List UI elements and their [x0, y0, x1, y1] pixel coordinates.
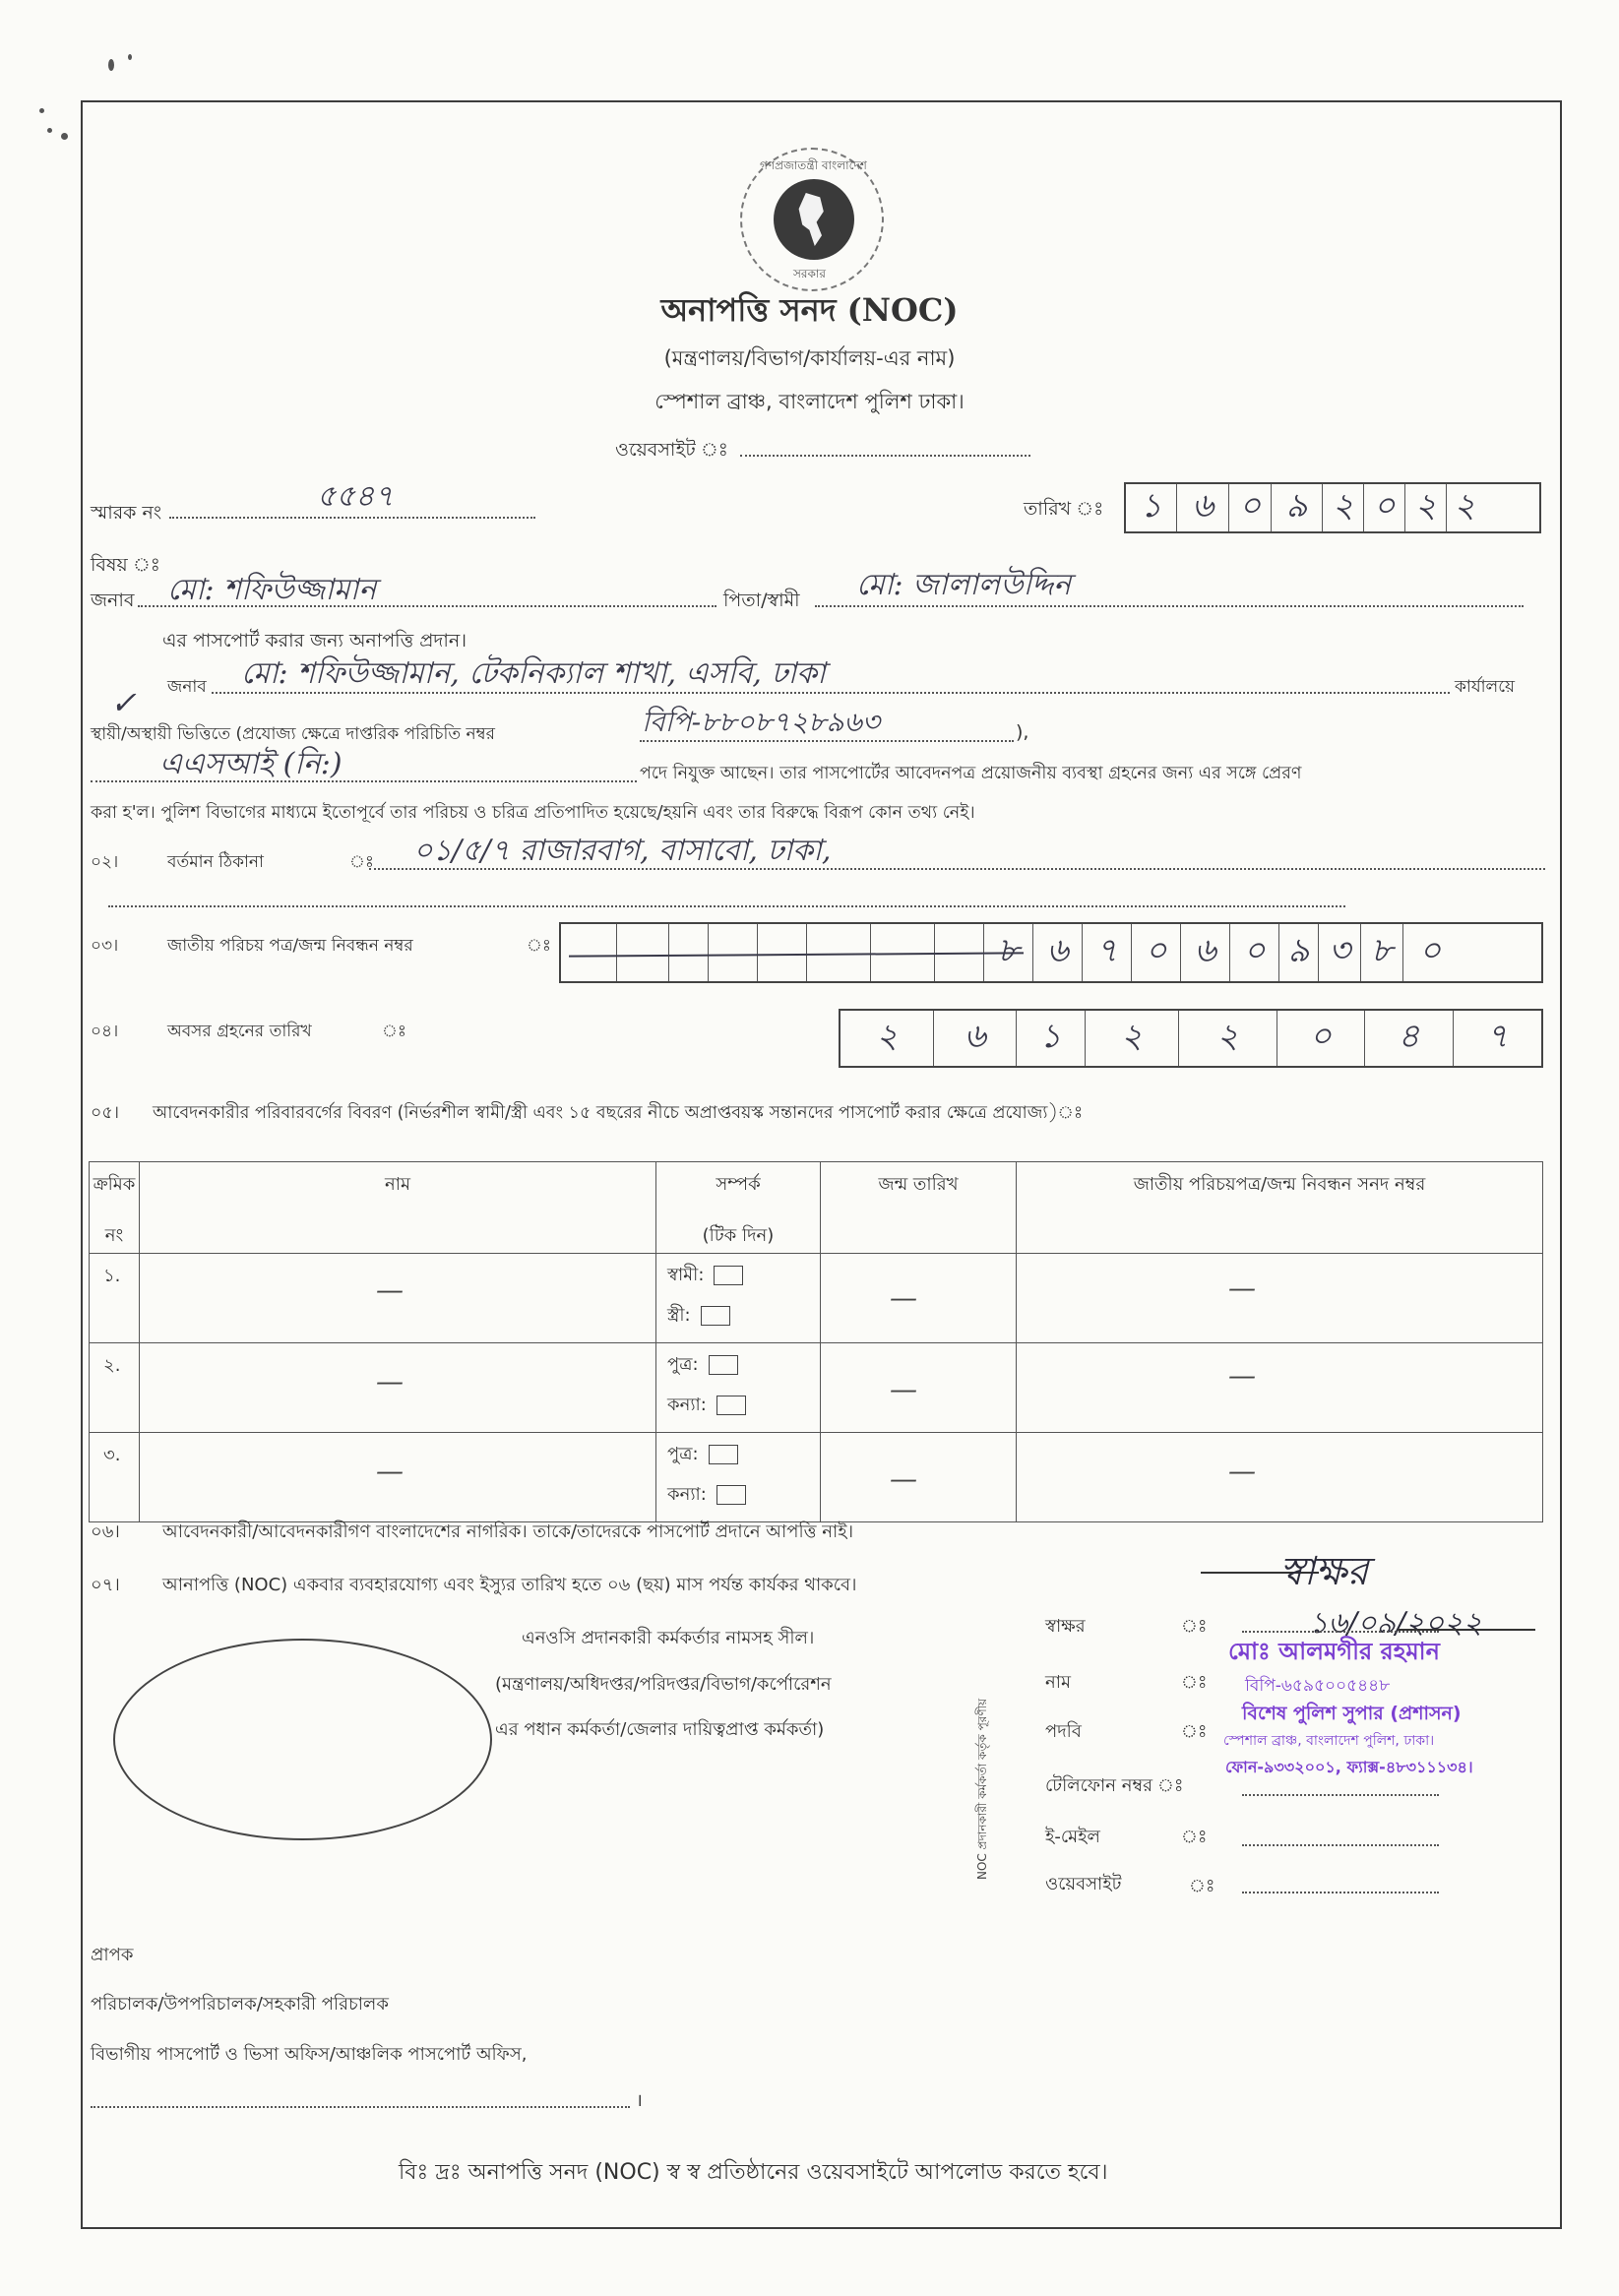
recipient-line-1: পরিচালক/উপপরিচালক/সহকারী পরিচালক	[91, 1994, 389, 2015]
checkbox[interactable]	[716, 1396, 746, 1415]
nid-digit: ৬	[1181, 924, 1230, 981]
designation-value[interactable]: এএসআই (নি:)	[159, 747, 342, 781]
name-label: নাম	[1045, 1672, 1071, 1693]
date-boxes[interactable]	[1124, 482, 1541, 533]
relation-option: স্ত্রী:	[657, 1295, 819, 1335]
issuing-office: স্পেশাল ব্রাঞ্চ, বাংলাদেশ পুলিশ ঢাকা।	[654, 390, 965, 413]
memo-label: স্মারক নং	[91, 502, 162, 524]
row-name[interactable]: —	[140, 1254, 656, 1343]
appointment-text: পদে নিযুক্ত আছেন। তার পাসপোর্টের আবেদনপত্র প্রয়োজনীয় ব্যবস্থা গ্রহনের জন্য এর সঙ্গে প্রেরণ	[640, 764, 1302, 783]
table-row	[90, 1254, 1543, 1343]
nid-digit: ০	[1230, 924, 1279, 981]
date-digit: ৬	[1177, 484, 1229, 531]
retirement-label: অবসর গ্রহনের তারিখ	[167, 1022, 312, 1041]
subject-name-label: জনাব	[91, 590, 135, 611]
checkbox[interactable]	[701, 1306, 730, 1326]
row-relation	[656, 1343, 821, 1433]
row-nid[interactable]: —	[1017, 1254, 1543, 1343]
item-07-number: ০৭।	[91, 1575, 120, 1595]
row-name[interactable]: —	[140, 1433, 656, 1522]
officer-website-field[interactable]	[1242, 1892, 1439, 1893]
official-id-value[interactable]: বিপি-৮৮০৮৭২৮৯৬৩	[642, 706, 880, 738]
father-name-value[interactable]: মো: জালালউদ্দিন	[856, 568, 1072, 602]
recipient-office-field[interactable]	[91, 2106, 630, 2108]
nid-digit: ০	[1418, 930, 1442, 970]
date-digit: ০	[1229, 484, 1272, 531]
email-label: ই-মেইল	[1045, 1827, 1100, 1847]
retirement-digit: ২	[1086, 1011, 1179, 1066]
table-row	[90, 1433, 1543, 1522]
stamp-office: স্পেশাল ব্রাঞ্চ, বাংলাদেশ পুলিশ, ঢাকা।	[1223, 1733, 1435, 1749]
colon: ঃ	[1189, 1876, 1215, 1896]
retirement-colon: ঃ	[382, 1022, 406, 1041]
col-serial: ক্রমিক নং	[90, 1162, 140, 1254]
date-digit: ০	[1364, 484, 1405, 531]
nid-digit	[617, 924, 669, 981]
address-value[interactable]: ০১/৫/৭ রাজারবাগ, বাসাবো, ঢাকা,	[413, 834, 832, 868]
declaration-06: আবেদনকারী/আবেদনকারীগণ বাংলাদেশের নাগরিক। তাকে/তাদেরকে পাসপোর্ট প্রদানে আপত্তি নাই।	[162, 1521, 854, 1542]
checkbox[interactable]	[709, 1355, 738, 1375]
office-suffix: কার্যালয়ে	[1455, 677, 1516, 697]
relation-option: পুত্র:	[657, 1344, 819, 1385]
col-nid: জাতীয় পরিচয়পত্র/জন্ম নিবন্ধন সনদ নম্বর	[1017, 1162, 1543, 1254]
row-nid[interactable]: —	[1017, 1433, 1543, 1522]
stamp-designation: বিশেষ পুলিশ সুপার (প্রশাসন)	[1242, 1703, 1462, 1724]
row-serial: ৩.	[90, 1433, 140, 1522]
nid-boxes[interactable]	[559, 922, 1543, 983]
item-03-number: ০৩।	[91, 936, 119, 956]
nid-digit: ৭	[1083, 924, 1132, 981]
stamp-contact: ফোন-৯৩৩২০০১, ফ্যাক্স-৪৮৩১১১৩৪।	[1225, 1758, 1473, 1776]
row-relation	[656, 1254, 821, 1343]
signature-date: ১৬/০৯/২০২২	[1309, 1606, 1483, 1641]
recipient-line-2: বিভাগীয় পাসপোর্ট ও ভিসা অফিস/আঞ্চলিক পাসপোর্ট অফিস,	[91, 2044, 528, 2065]
nid-digit: ৬	[1033, 924, 1083, 981]
stamp-officer-id: বিপি-৬৫৯৫০০৫৪৪৮	[1245, 1676, 1391, 1696]
col-relation: সম্পর্ক (টিক দিন)	[656, 1162, 821, 1254]
officer-website-label: ওয়েবসাইট	[1045, 1874, 1122, 1894]
seal-ring-bottom: সরকার	[793, 267, 827, 280]
family-table-header	[90, 1162, 1543, 1254]
retirement-date-boxes[interactable]	[839, 1009, 1543, 1068]
page-subtitle: (মন্ত্রণালয়/বিভাগ/কার্যালয়-এর নাম)	[663, 346, 956, 370]
retirement-digit: ০	[1277, 1011, 1366, 1066]
body-name-office-value[interactable]: মো: শফিউজ্জামান, টেকনিক্যাল শাখা, এসবি, ঢাকা	[241, 656, 826, 691]
table-row	[90, 1343, 1543, 1433]
signature-label: স্বাক্ষর	[1045, 1616, 1086, 1637]
phone-field[interactable]	[1242, 1794, 1439, 1796]
relation-option: কন্যা:	[657, 1385, 819, 1425]
nid-label: জাতীয় পরিচয় পত্র/জন্ম নিবন্ধন নম্বর	[167, 936, 413, 956]
checkbox[interactable]	[716, 1485, 746, 1505]
row-dob[interactable]: —	[821, 1343, 1017, 1433]
row-name[interactable]: —	[140, 1343, 656, 1433]
colon: ঃ	[1181, 1616, 1208, 1637]
nid-digit: ৯	[1279, 924, 1319, 981]
checkbox[interactable]	[714, 1266, 743, 1285]
date-digit: ১	[1126, 484, 1177, 531]
designation-label: পদবি	[1045, 1721, 1082, 1742]
recipient-line-3-suffix: ।	[636, 2090, 643, 2111]
footnote: বিঃ দ্রঃ অনাপত্তি সনদ (NOC) স্ব স্ব প্রতিষ্ঠানের ওয়েবসাইটে আপলোড করতে হবে।	[399, 2160, 1108, 2185]
row-relation	[656, 1433, 821, 1522]
body-name-label: জনাব	[167, 677, 207, 697]
address-colon: ঃ	[349, 852, 374, 872]
item-04-number: ০৪।	[91, 1022, 119, 1041]
tick-mark-icon: ✓	[110, 684, 137, 721]
date-digit: ২	[1323, 484, 1364, 531]
nid-digit: ০	[1132, 924, 1181, 981]
colon: ঃ	[1181, 1721, 1208, 1742]
col-name: নাম	[140, 1162, 656, 1254]
government-seal	[740, 148, 884, 291]
father-label: পিতা/স্বামী	[723, 590, 800, 611]
date-digit: ২	[1453, 485, 1476, 526]
family-table	[89, 1161, 1543, 1522]
retirement-digit: ১	[1017, 1011, 1086, 1066]
row-serial: ২.	[90, 1343, 140, 1433]
checkbox[interactable]	[709, 1445, 738, 1464]
subject-name-value[interactable]: মো: শফিউজ্জামান	[167, 573, 377, 607]
email-field[interactable]	[1242, 1844, 1439, 1846]
memo-number[interactable]: ৫৫৪৭	[317, 479, 394, 514]
item-02-number: ০২।	[91, 852, 119, 872]
date-label: তারিখ ঃ	[1024, 498, 1104, 520]
date-digit: ২	[1405, 484, 1447, 531]
relation-option: কন্যা:	[657, 1474, 819, 1515]
seal-caption-3: এর পধান কর্মকর্তা/জেলার দায়িত্বপ্রাপ্ত কর্মকর্তা)	[495, 1719, 825, 1740]
subject-line2: এর পাসপোর্ট করার জন্য অনাপত্তি প্রদান।	[162, 630, 467, 652]
page-title: অনাপত্তি সনদ (NOC)	[660, 291, 959, 329]
nid-digit	[561, 924, 617, 981]
nid-colon: ঃ	[527, 936, 551, 956]
seal-caption: এনওসি প্রদানকারী কর্মকর্তার নামসহ সীল।	[522, 1628, 815, 1648]
basis-text: স্থায়ী/অস্থায়ী ভিত্তিতে (প্রযোজ্য ক্ষেত্রে দাপ্তরিক পরিচিতি নম্বর	[91, 724, 496, 744]
stamp-officer-name: মোঃ আলমগীর রহমান	[1228, 1638, 1440, 1665]
item-05-number: ০৫।	[91, 1103, 119, 1123]
closing-text: করা হ'ল। পুলিশ বিভাগের মাধ্যমে ইতোপূর্বে তার পরিচয় ও চরিত্র প্রতিপাদিত হয়েছে/হয়নি এবং তার বিরুদ্ধে বিরূপ কোন তথ্য নেই।	[91, 803, 975, 823]
retirement-digit: ৭	[1486, 1016, 1509, 1056]
retirement-digit: ২	[1179, 1011, 1277, 1066]
vertical-note: NOC প্রদানকারী কর্মকর্তা কর্তৃক পূরণীয়	[975, 1698, 989, 1880]
bangladesh-map-icon	[774, 179, 854, 260]
nid-digit	[669, 924, 709, 981]
nid-digit	[709, 924, 758, 981]
phone-label: টেলিফোন নম্বর ঃ	[1045, 1775, 1184, 1796]
seal-placeholder	[113, 1639, 492, 1840]
row-nid[interactable]: —	[1017, 1343, 1543, 1433]
date-digit: ৯	[1272, 484, 1323, 531]
row-dob[interactable]: —	[821, 1433, 1017, 1522]
declaration-07: আনাপত্তি (NOC) একবার ব্যবহারযোগ্য এবং ইস্যুর তারিখ হতে ০৬ (ছয়) মাস পর্যন্ত কার্যকর থাকবে।	[162, 1575, 857, 1595]
item-06-number: ০৬।	[91, 1521, 120, 1542]
family-label: আবেদনকারীর পরিবারবর্গের বিবরণ (নির্ভরশীল স্বামী/স্ত্রী এবং ১৫ বছরের নীচে অপ্রাপ্তবয়স্ক সন্তানদের পাসপোর্ট করার ক্ষেত্রে প্রযোজ্য)ঃ	[153, 1103, 1084, 1123]
row-serial: ১.	[90, 1254, 140, 1343]
recipient-label: প্রাপক	[91, 1945, 134, 1965]
relation-option: স্বামী:	[657, 1255, 819, 1295]
relation-option: পুত্র:	[657, 1434, 819, 1474]
basis-suffix: ),	[1016, 721, 1029, 743]
nid-digit: ৮	[984, 924, 1033, 981]
retirement-digit: ৪	[1365, 1011, 1454, 1066]
seal-ring-top: গণপ্রজাতন্ত্রী বাংলাদেশ	[760, 158, 867, 172]
website-label: ওয়েবসাইট ঃ	[615, 439, 728, 461]
subject-label: বিষয় ঃ	[91, 554, 160, 576]
row-dob[interactable]: —	[821, 1254, 1017, 1343]
col-dob: জন্ম তারিখ	[821, 1162, 1017, 1254]
colon: ঃ	[1181, 1827, 1208, 1847]
retirement-digit: ২	[841, 1011, 934, 1066]
address-line-2[interactable]	[108, 905, 1345, 907]
seal-caption-2: (মন্ত্রণালয়/অধিদপ্তর/পরিদপ্তর/বিভাগ/কর্পোরেশন	[495, 1674, 832, 1695]
retirement-digit: ৬	[934, 1011, 1017, 1066]
officer-signature: স্বাক্ষর	[1279, 1549, 1369, 1594]
colon: ঃ	[1181, 1672, 1208, 1693]
nid-digit: ৩	[1319, 924, 1361, 981]
address-label: বর্তমান ঠিকানা	[167, 852, 264, 872]
signature-line[interactable]	[1242, 1631, 1439, 1633]
website-field[interactable]	[740, 455, 1030, 457]
nid-digit: ৮	[1361, 924, 1403, 981]
